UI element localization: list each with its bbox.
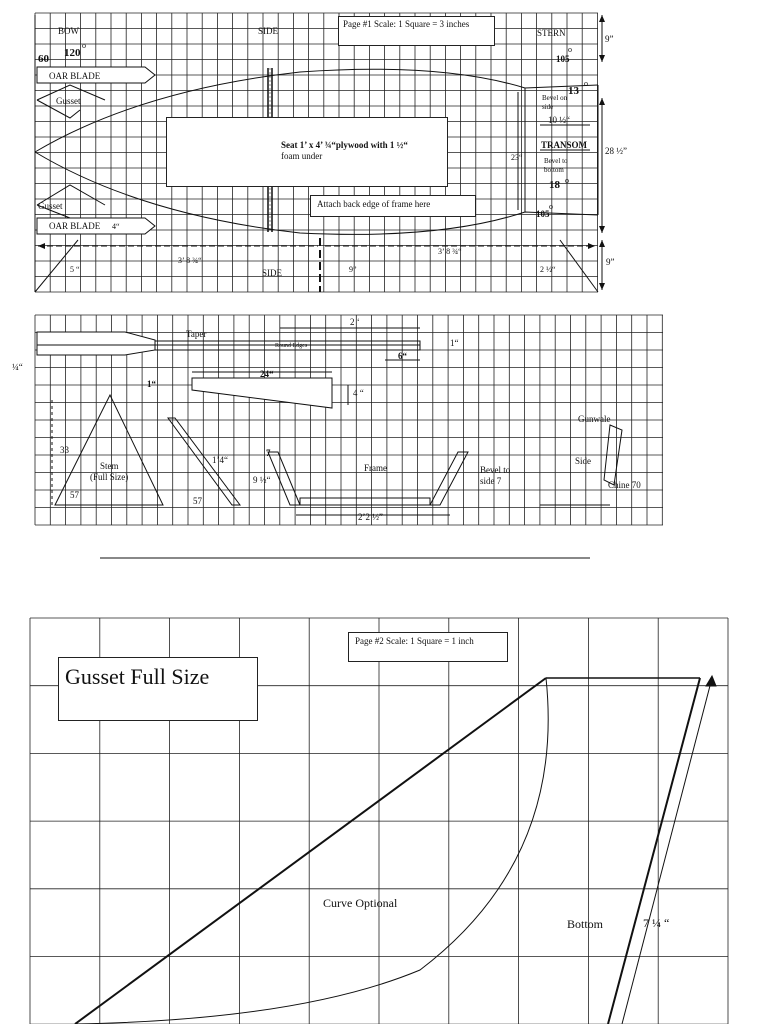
round-edges-label: Round Edges bbox=[275, 343, 308, 349]
stem-line2: (Full Size) bbox=[90, 472, 129, 482]
dim-left-length-label: 3’ 8 ¾“ bbox=[178, 256, 202, 265]
dim-4-label: 4“ bbox=[112, 222, 120, 231]
stern-label: STERN bbox=[537, 28, 566, 38]
angle-57a-label: 57 bbox=[70, 490, 79, 500]
six-inch-label: 6“ bbox=[398, 351, 407, 361]
angle-57b-label: 57 bbox=[193, 496, 202, 506]
angle-60-label: 60 bbox=[38, 53, 49, 65]
one-inch-left-label: 1“ bbox=[147, 379, 156, 389]
degree-mark: o bbox=[82, 41, 86, 50]
gunwale-label: Gunwale bbox=[578, 414, 611, 424]
one-inch-right-label: 1“ bbox=[450, 338, 459, 348]
degree-mark: o bbox=[584, 79, 588, 88]
degree-mark: o bbox=[549, 202, 553, 211]
angle-120-label: 120 bbox=[64, 47, 81, 59]
degree-mark: o bbox=[565, 176, 569, 185]
dim-28-label: 28 ½” bbox=[605, 146, 627, 156]
page1-scale-note: Page #1 Scale: 1 Square = 3 inches bbox=[338, 16, 495, 46]
seat-note-line1: Seat 1’ x 4’ ¾“plywood with 1 ½“ bbox=[281, 140, 408, 150]
curve-optional-label: Curve Optional bbox=[323, 896, 398, 910]
dim-9-bottom-label: 9” bbox=[606, 257, 615, 267]
page1b-parts bbox=[37, 328, 622, 515]
degree-mark: o bbox=[568, 45, 572, 54]
bevel-bottom-line2: bottom bbox=[544, 166, 564, 174]
bow-label: BOW bbox=[58, 26, 79, 36]
dim-1-4-label: 1’4“ bbox=[212, 455, 228, 465]
angle-18-label: 18 bbox=[549, 179, 560, 191]
oar-blade-top-label: OAR BLADE bbox=[49, 71, 101, 81]
dim-23-label: 23“ bbox=[511, 153, 523, 162]
dim-24-label: 24“ bbox=[260, 369, 274, 379]
seat-note-line2: foam under bbox=[281, 151, 323, 161]
page2-scale-note: Page #2 Scale: 1 Square = 1 inch bbox=[348, 632, 508, 662]
transom-lines bbox=[525, 85, 598, 215]
bevel-side-line1: Bevel to bbox=[480, 465, 511, 475]
dim-7-label: 7 bbox=[266, 448, 271, 458]
quarter-inch-label: ¼“ bbox=[12, 362, 23, 372]
dim-2-2-label: 2’2 ½” bbox=[358, 512, 383, 522]
side-top-label: SIDE bbox=[258, 26, 278, 36]
stem-line1: Stem bbox=[100, 461, 119, 471]
attach-note: Attach back edge of frame here bbox=[310, 195, 476, 217]
bottom-label: Bottom bbox=[567, 917, 604, 931]
angle-13-label: 13 bbox=[568, 85, 579, 97]
gusset-full-size-shape bbox=[75, 676, 716, 1024]
dim-2-half-label: 2 ½“ bbox=[540, 265, 556, 274]
dim-7-quarter-label: 7 ¼ “ bbox=[643, 916, 670, 930]
dim-right-length-label: 3’ 8 ¾“ bbox=[438, 247, 462, 256]
transom-label: TRANSOM bbox=[541, 140, 588, 150]
bevel-side-line2: side 7 bbox=[480, 476, 502, 486]
bevel-bottom-line1: Bevel to bbox=[544, 157, 568, 165]
dim-4-inch-label: 4 “ bbox=[353, 388, 364, 398]
gusset-bottom-label: Gusset bbox=[38, 201, 63, 211]
gusset-top-label: Gusset bbox=[56, 96, 81, 106]
chine-label: Chine 70 bbox=[608, 480, 641, 490]
seat-note bbox=[166, 117, 448, 187]
dim-9-mid-label: 9” bbox=[349, 265, 357, 274]
dim-9-half-label: 9 ½“ bbox=[253, 475, 271, 485]
side-label: Side bbox=[575, 456, 592, 466]
taper-label: Taper bbox=[186, 329, 207, 339]
bevel-on-side-line2: side bbox=[542, 103, 554, 111]
side-bottom-label: SIDE bbox=[262, 268, 282, 278]
dim-5-label: 5 “ bbox=[70, 265, 80, 274]
angle-33-label: 33 bbox=[60, 445, 69, 455]
angle-105-bottom-label: 105 bbox=[536, 209, 550, 219]
transom-width-label: 10 ½“ bbox=[548, 115, 570, 125]
oar-blade-bottom-label: OAR BLADE bbox=[49, 221, 101, 231]
dim-9-top-label: 9” bbox=[605, 34, 614, 44]
angle-105-top-label: 105 bbox=[556, 54, 570, 64]
frame-label: Frame bbox=[364, 463, 387, 473]
two-feet-label: 2 ‘ bbox=[350, 317, 360, 327]
bevel-on-side-line1: Bevel on bbox=[542, 94, 568, 102]
gusset-full-size-title: Gusset Full Size bbox=[58, 657, 258, 721]
